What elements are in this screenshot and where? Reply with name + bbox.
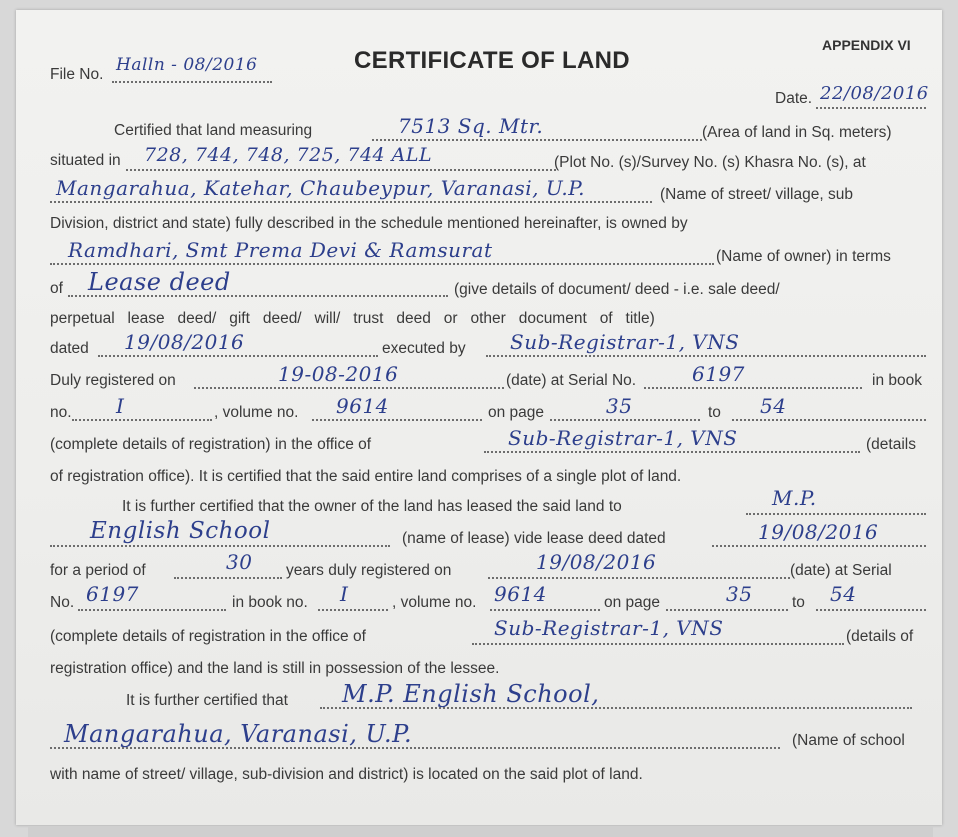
text: on page xyxy=(488,404,545,421)
volume-no: 9614 xyxy=(336,394,389,418)
blank xyxy=(550,418,700,421)
text: (Name of school xyxy=(792,732,905,749)
book-no: I xyxy=(116,394,125,418)
blank xyxy=(50,200,652,203)
text: in book xyxy=(872,372,922,389)
p1-line10 xyxy=(16,394,942,422)
text: Division, district and state) fully described in the schedule mentioned hereinafter, is owned by xyxy=(50,215,688,232)
lease-page-from: 35 xyxy=(726,582,753,606)
blank xyxy=(644,386,862,389)
lease-registration-date: 19/08/2016 xyxy=(536,550,657,574)
date-dots xyxy=(816,106,926,109)
area-value: 7513 Sq. Mtr. xyxy=(398,114,544,138)
p1-line9 xyxy=(16,362,942,390)
p1-line5 xyxy=(16,238,942,266)
blank xyxy=(488,576,790,579)
text: to xyxy=(708,404,721,421)
text: perpetual lease deed/ gift deed/ will/ trust deed or other document of title) xyxy=(50,310,655,327)
page-edge xyxy=(28,826,933,837)
office-name: Sub-Registrar-1, VNS xyxy=(508,426,738,450)
blank xyxy=(194,386,504,389)
p2-line2 xyxy=(16,518,942,548)
text: It is further certified that the owner of the land has leased the said land to xyxy=(122,498,622,515)
blank xyxy=(78,608,226,611)
text: (complete details of registration in the office of xyxy=(50,628,366,645)
p2-line1 xyxy=(16,486,942,516)
lease-period: 30 xyxy=(226,550,253,574)
text: for a period of xyxy=(50,562,146,579)
blank xyxy=(746,512,926,515)
certificate-document xyxy=(16,10,942,825)
blank xyxy=(372,138,702,141)
p1-line2 xyxy=(16,144,942,174)
blank xyxy=(72,418,212,421)
blank xyxy=(312,418,482,421)
p1-line3 xyxy=(16,176,942,204)
text: of registration office). It is certified that the said entire land comprises of a single plot of land. xyxy=(50,468,682,485)
text: (Area of land in Sq. meters) xyxy=(702,124,892,141)
text: (give details of document/ deed - i.e. sale deed/ xyxy=(454,281,780,298)
p1-line12 xyxy=(16,462,942,486)
text: , volume no. xyxy=(214,404,299,421)
blank xyxy=(174,576,282,579)
blank xyxy=(486,354,926,357)
text: (details xyxy=(866,436,916,453)
text: (date) at Serial xyxy=(790,562,892,579)
text: (details of xyxy=(846,628,914,645)
text: years duly registered on xyxy=(286,562,452,579)
text: , volume no. xyxy=(392,594,477,611)
p1-line1 xyxy=(16,114,942,144)
p1-line8 xyxy=(16,330,942,358)
blank xyxy=(712,544,926,547)
lease-serial-no: 6197 xyxy=(86,582,139,606)
text: Duly registered on xyxy=(50,372,176,389)
serial-no: 6197 xyxy=(692,362,745,386)
appendix-label: APPENDIX VI xyxy=(822,37,911,53)
text: (name of lease) vide lease deed dated xyxy=(402,530,666,547)
text: dated xyxy=(50,340,89,357)
lease-deed-date: 19/08/2016 xyxy=(758,520,879,544)
text: Certified that land measuring xyxy=(114,122,313,139)
date-value: 22/08/2016 xyxy=(820,83,929,104)
text: (Plot No. (s)/Survey No. (s) Khasra No. (s), at xyxy=(554,154,866,171)
p3-line1 xyxy=(16,680,942,709)
text: No. xyxy=(50,594,75,611)
text: (Name of street/ village, sub xyxy=(660,186,853,203)
text: executed by xyxy=(382,340,466,357)
blank xyxy=(490,608,600,611)
p2-line3 xyxy=(16,550,942,580)
location-value: Mangarahua, Katehar, Chaubeypur, Varanasi, U.P. xyxy=(56,176,586,200)
blank xyxy=(732,418,926,421)
p2-line6 xyxy=(16,656,942,680)
blank xyxy=(98,354,378,357)
file-no-label: File No. xyxy=(50,66,104,83)
text: It is further certified that xyxy=(126,692,288,709)
text: (date) at Serial No. xyxy=(506,372,637,389)
page-from: 35 xyxy=(606,394,633,418)
p3-line2 xyxy=(16,720,942,749)
p1-line4 xyxy=(16,210,942,234)
lease-volume-no: 9614 xyxy=(494,582,547,606)
blank xyxy=(318,608,388,611)
text: no. xyxy=(50,404,72,421)
executed-by: Sub-Registrar-1, VNS xyxy=(510,330,740,354)
text: registration office) and the land is still in possession of the lessee. xyxy=(50,660,500,677)
p2-line5 xyxy=(16,616,942,646)
lease-book-no: I xyxy=(340,582,349,606)
blank xyxy=(50,544,390,547)
text: to xyxy=(792,594,805,611)
blank xyxy=(816,608,926,611)
blank xyxy=(472,642,844,645)
p1-line6 xyxy=(16,268,942,298)
blank xyxy=(50,262,714,265)
file-no-value: Halln - 08/2016 xyxy=(116,55,258,75)
text: (complete details of registration) in the office of xyxy=(50,436,372,453)
p2-line4 xyxy=(16,582,942,612)
text: in book no. xyxy=(232,594,308,611)
text: of xyxy=(50,280,63,297)
school-location: Mangarahua, Varanasi, U.P. xyxy=(64,720,413,748)
lessee-name-cont: English School xyxy=(90,518,271,544)
school-name: M.P. English School, xyxy=(342,680,600,708)
p1-line11 xyxy=(16,426,942,454)
plot-numbers: 728, 744, 748, 725, 744 ALL xyxy=(144,144,433,166)
owner-names: Ramdhari, Smt Prema Devi & Ramsurat xyxy=(68,238,493,262)
p3-line3 xyxy=(16,758,942,782)
blank xyxy=(666,608,788,611)
text: situated in xyxy=(50,152,121,169)
registration-date: 19-08-2016 xyxy=(278,362,399,386)
blank xyxy=(484,450,860,453)
document-title: CERTIFICATE OF LAND xyxy=(354,47,630,74)
text: (Name of owner) in terms xyxy=(716,248,891,265)
lease-office-name: Sub-Registrar-1, VNS xyxy=(494,616,724,640)
deed-date: 19/08/2016 xyxy=(124,330,245,354)
text: with name of street/ village, sub-division and district) is located on the said plot of land. xyxy=(50,766,643,783)
document-type: Lease deed xyxy=(88,268,231,296)
file-no-dots xyxy=(112,80,272,83)
lessee-name: M.P. xyxy=(772,486,817,510)
page-to: 54 xyxy=(760,394,787,418)
blank xyxy=(126,168,556,171)
p1-line7 xyxy=(16,304,942,328)
date-label: Date. xyxy=(775,90,813,107)
lease-page-to: 54 xyxy=(830,582,857,606)
text: on page xyxy=(604,594,661,611)
